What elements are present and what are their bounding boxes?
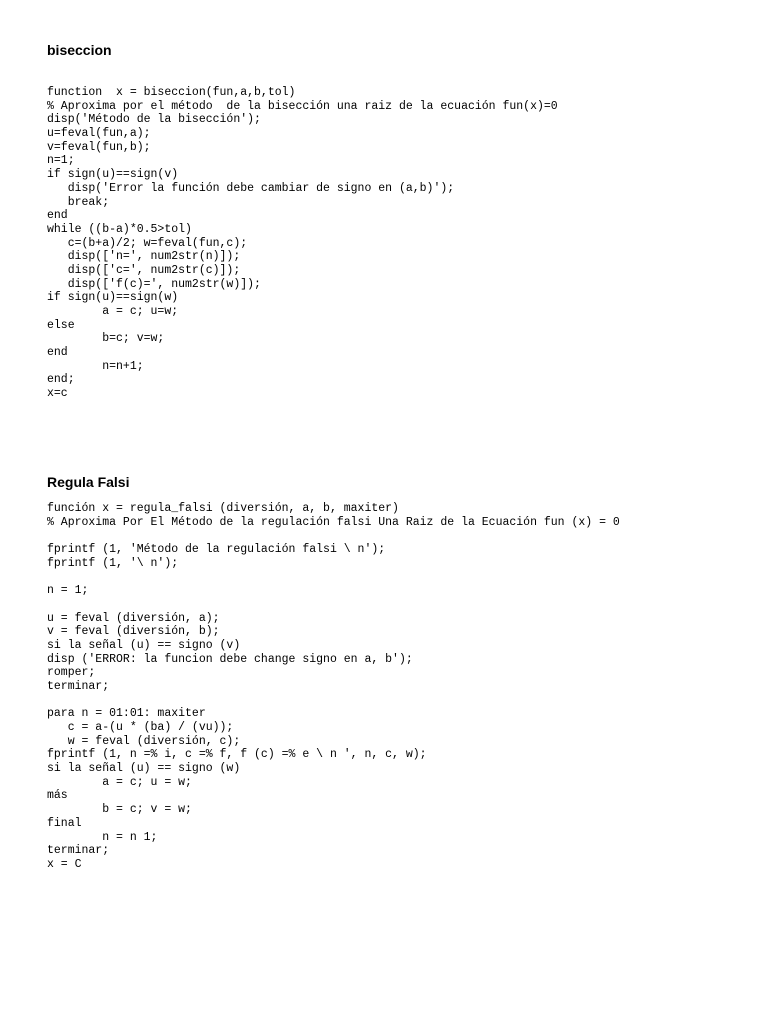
code-line: si la señal (u) == signo (w) [47, 762, 241, 776]
code-line: break; [47, 195, 110, 209]
code-line: w = feval (diversión, c); [47, 734, 241, 748]
code-line: romper; [47, 666, 96, 680]
code-line [47, 694, 758, 708]
code-line: disp(['f(c)=', num2str(w)]); [47, 277, 261, 291]
code-line: terminar; [47, 844, 110, 858]
code-line: n = 1; [47, 584, 89, 598]
code-line: if sign(u)==sign(v) [47, 168, 179, 182]
code-line: fprintf (1, n =% i, c =% f, f (c) =% e \ n ', n, c, w); [47, 748, 427, 762]
code-line: más [47, 789, 68, 803]
code-line: c = a-(u * (ba) / (vu)); [47, 721, 234, 734]
code-line: final [47, 816, 82, 830]
code-line: n=1; [47, 154, 75, 168]
code-line: función x = regula_falsi (diversión, a, b, maxiter) [47, 502, 399, 515]
code-line: b=c; v=w; [47, 332, 165, 346]
code-line: x = C [47, 857, 82, 871]
code-line: else [47, 318, 75, 332]
code-line: end [47, 209, 68, 223]
code-line: v=feval(fun,b); [47, 140, 151, 154]
code-line: u = feval (diversión, a); [47, 611, 220, 625]
code-line: disp ('ERROR: la funcion debe change signo en a, b'); [47, 652, 413, 666]
code-line: c=(b+a)/2; w=feval(fun,c); [47, 236, 248, 250]
code-block [47, 86, 758, 401]
code-line: n=n+1; [47, 359, 144, 373]
code-block [47, 502, 758, 872]
code-line [47, 598, 758, 612]
code-line: a = c; u=w; [47, 305, 179, 318]
section-regula-falsi [47, 473, 758, 872]
code-line: while ((b-a)*0.5>tol) [47, 222, 192, 236]
code-line: disp(['n=', num2str(n)]); [47, 250, 241, 264]
section-title: biseccion [47, 42, 112, 58]
code-line: u=feval(fun,a); [47, 127, 151, 141]
code-line: fprintf (1, 'Método de la regulación falsi \ n'); [47, 543, 386, 557]
code-line: disp(['c=', num2str(c)]); [47, 263, 241, 277]
code-line: end; [47, 373, 75, 387]
code-line: si la señal (u) == signo (v) [47, 638, 241, 652]
code-line: disp('Error la función debe cambiar de signo en (a,b)'); [47, 181, 455, 195]
code-line: % Aproxima Por El Método de la regulación falsi Una Raiz de la Ecuación fun (x) = 0 [47, 515, 620, 529]
code-line: para n = 01:01: maxiter [47, 707, 206, 721]
code-line: b = c; v = w; [47, 803, 192, 817]
code-line: a = c; u = w; [47, 775, 192, 789]
code-line: % Aproxima por el método de la bisección una raiz de la ecuación fun(x)=0 [47, 99, 558, 113]
code-line: v = feval (diversión, b); [47, 625, 220, 639]
code-line [47, 570, 758, 584]
code-line: n = n 1; [47, 830, 158, 844]
code-line: disp('Método de la bisección'); [47, 113, 261, 127]
section-biseccion [47, 41, 758, 401]
code-line: fprintf (1, '\ n'); [47, 556, 179, 570]
code-line: function x = biseccion(fun,a,b,tol) [47, 86, 296, 99]
code-line [47, 529, 758, 543]
code-line: end [47, 346, 68, 360]
code-line: if sign(u)==sign(w) [47, 291, 179, 305]
code-line: terminar; [47, 679, 110, 693]
code-line: x=c [47, 387, 68, 401]
section-title: Regula Falsi [47, 474, 130, 490]
